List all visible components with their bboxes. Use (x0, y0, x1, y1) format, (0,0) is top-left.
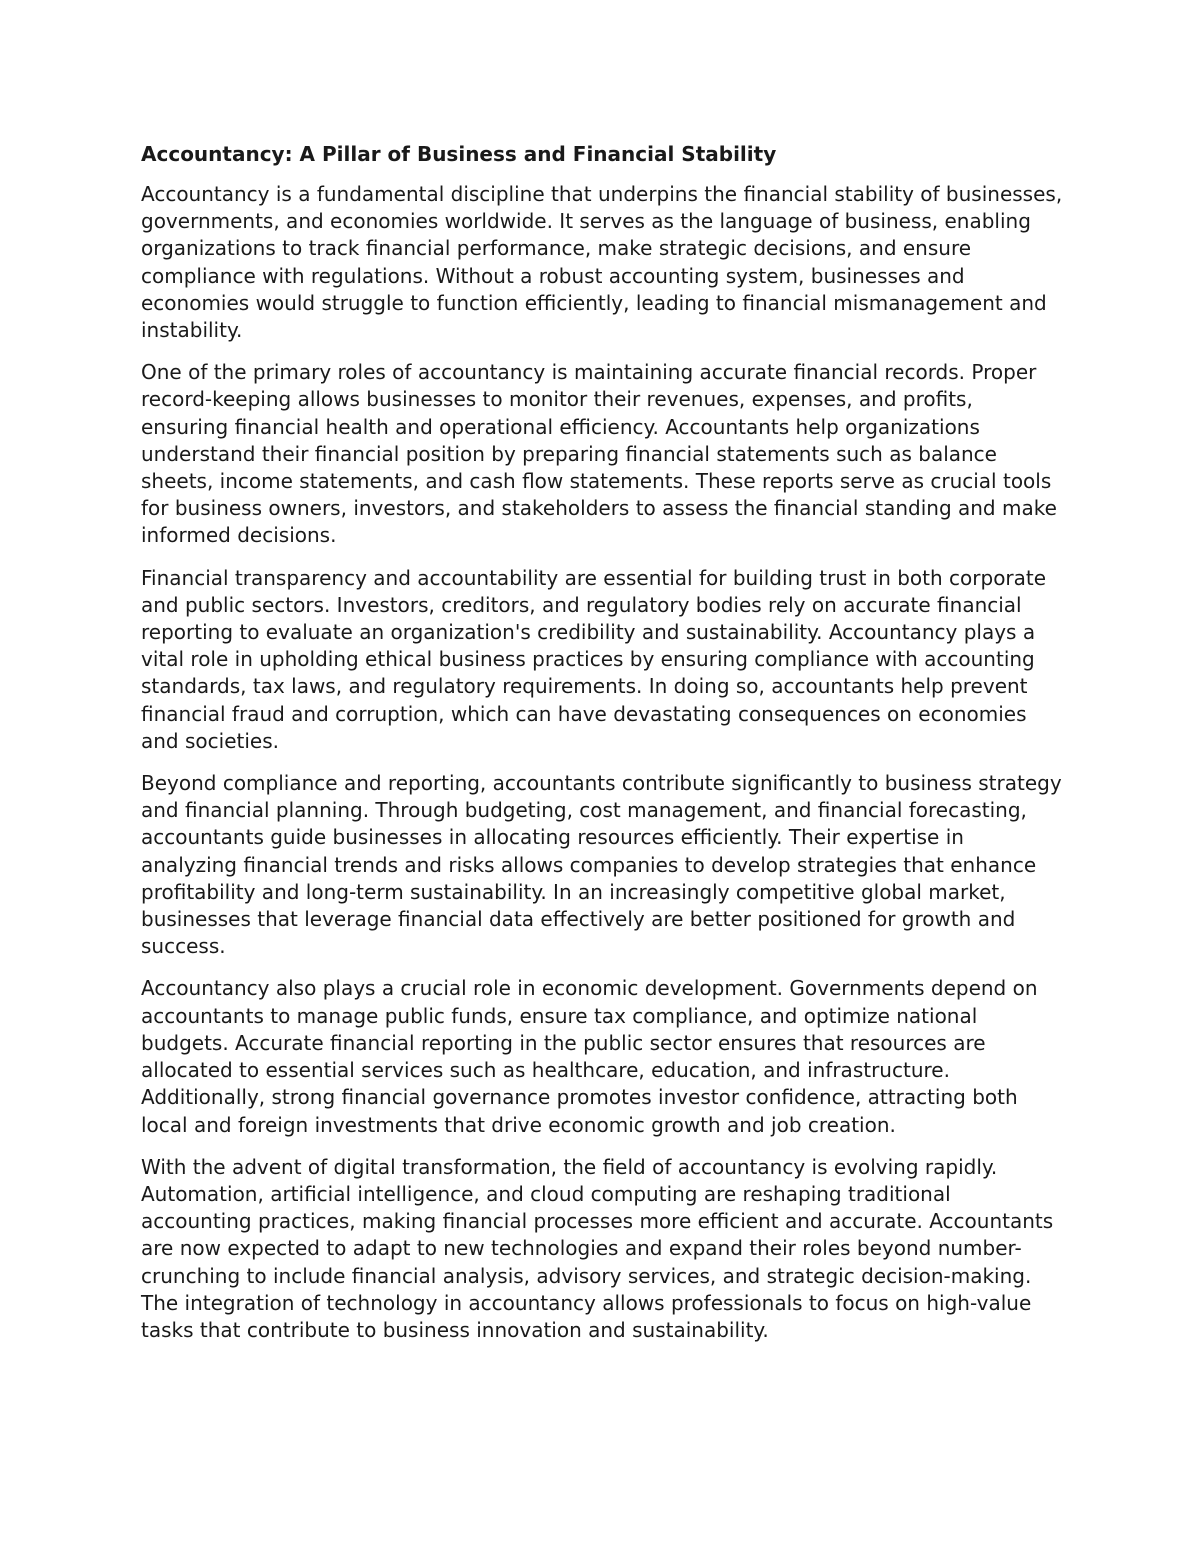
paragraph-2: One of the primary roles of accountancy is maintaining accurate financial records. Proper record-keeping allows businesses to monitor their revenues, expenses, and profits, ensuring financial health and operational efficiency. Accountants help organizations understand their financial position by preparing financial statements such as balance sheets, income statements, and cash flow statements. These reports serve as crucial tools for business owners, investors, and stakeholders to assess the financial standing and make informed decisions. (141, 360, 1057, 548)
paragraph-3: Financial transparency and accountability are essential for building trust in both corporate and public sectors. Investors, creditors, and regulatory bodies rely on accurate financial reporting to evaluate an organization's credibility and sustainability. Accountancy plays a vital role in upholding ethical business practices by ensuring compliance with accounting standards, tax laws, and regulatory requirements. In doing so, accountants help prevent financial fraud and corruption, which can have devastating consequences on economies and societies. (141, 565, 1047, 753)
paragraph-6: With the advent of digital transformation, the field of accountancy is evolving rapidly. Automation, artificial intelligence, and cloud computing are reshaping traditional accounting practices, making financial processes more efficient and accurate. Accountants are now expected to adapt to new technologies and expand their roles beyond number-crunching to include financial analysis, advisory services, and strategic decision-making. The integration of technology in accountancy allows professionals to focus on high-value tasks that contribute to business innovation and sustainability. (141, 1154, 1054, 1342)
document-title: Accountancy: A Pillar of Business and Financial Stability (141, 142, 777, 166)
paragraph-5: Accountancy also plays a crucial role in economic development. Governments depend on accountants to manage public funds, ensure tax compliance, and optimize national budgets. Accurate financial reporting in the public sector ensures that resources are allocated to essential services such as healthcare, education, and infrastructure. Additionally, strong financial governance promotes investor confidence, attracting both local and foreign investments that drive economic growth and job creation. (141, 976, 1038, 1137)
paragraph-4: Beyond compliance and reporting, accountants contribute significantly to business strategy and financial planning. Through budgeting, cost management, and financial forecasting, accountants guide businesses in allocating resources efficiently. Their expertise in analyzing financial trends and risks allows companies to develop strategies that enhance profitability and long-term sustainability. In an increasingly competitive global market, businesses that leverage financial data effectively are better positioned for growth and success. (141, 771, 1062, 959)
document-body (141, 140, 1066, 1359)
paragraph-1: Accountancy is a fundamental discipline that underpins the financial stability of businesses, governments, and economies worldwide. It serves as the language of business, enabling organizations to track financial performance, make strategic decisions, and ensure compliance with regulations. Without a robust accounting system, businesses and economies would struggle to function efficiently, leading to financial mismanagement and instability. (141, 182, 1063, 343)
